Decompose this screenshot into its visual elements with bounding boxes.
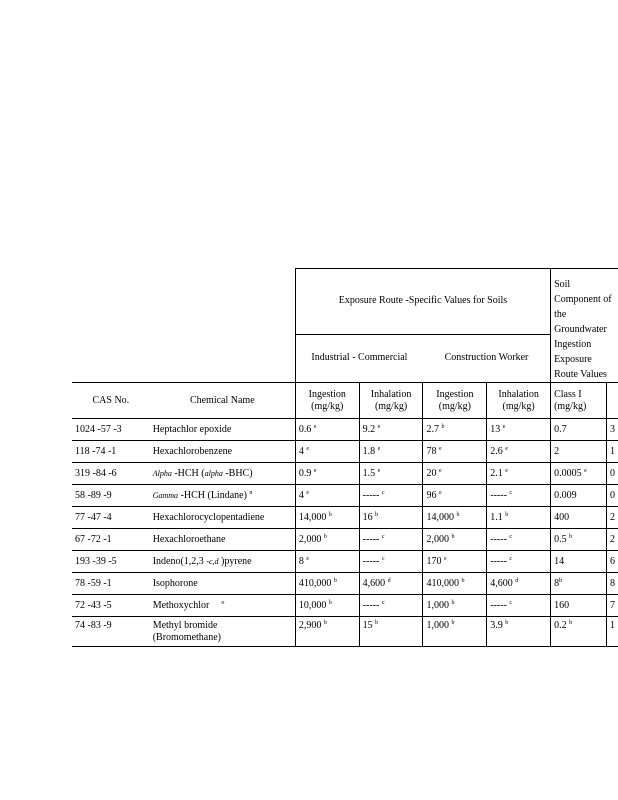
- table-row: [72, 419, 618, 441]
- cell-value: 1,000: [426, 620, 449, 631]
- footnote-mark: c: [509, 489, 513, 496]
- cell-value: 9.2: [362, 423, 376, 435]
- cell-value: 4,600: [362, 577, 386, 589]
- footnote-mark: e: [438, 445, 442, 452]
- industrial-commercial-header: Industrial - Commercial: [295, 334, 423, 382]
- cell-value: 1.5: [362, 467, 376, 479]
- inhalation-cw-header: Inhalation (mg/kg): [487, 383, 551, 419]
- cell-value: 10,000: [298, 599, 327, 611]
- footnote-mark: b: [461, 577, 465, 584]
- cell-value: 96: [426, 489, 437, 501]
- cas-number: 118 -74 -1: [72, 441, 150, 463]
- table-row: [72, 441, 618, 463]
- footnote-mark: c: [509, 533, 513, 540]
- cell-value: 170: [426, 555, 442, 567]
- footnote-mark: e: [584, 467, 587, 474]
- ingestion-ic-header: Ingestion (mg/kg): [295, 383, 359, 419]
- footnote-mark: b: [569, 620, 573, 626]
- cell-value: -----: [362, 599, 380, 611]
- cas-number: 72 -43 -5: [72, 595, 150, 617]
- ingestion-cw-header: Ingestion (mg/kg): [423, 383, 487, 419]
- footnote-mark: c: [509, 555, 513, 562]
- cell-value: 4: [298, 445, 304, 457]
- class-ii-header-cut: [606, 383, 618, 419]
- footnote-mark: e: [377, 423, 381, 430]
- footnote-mark: d: [515, 577, 519, 584]
- footnote-mark: c: [381, 533, 385, 540]
- cell-value-cut: 1: [609, 445, 615, 457]
- footnote-mark: b: [451, 620, 455, 626]
- footnote-mark: c: [381, 555, 385, 562]
- cell-value: 1.1: [490, 511, 503, 523]
- cell-value: 0.6: [298, 423, 312, 435]
- header-blank-2: [72, 334, 295, 382]
- cas-number: 319 -84 -6: [72, 463, 150, 485]
- table-row: [72, 595, 618, 617]
- table-row: [72, 573, 618, 595]
- footnote-mark: b: [328, 511, 332, 518]
- cas-number: 74 -83 -9: [72, 617, 150, 647]
- cell-value: 0.2: [554, 620, 567, 631]
- cell-value: -----: [362, 489, 380, 501]
- cas-number: 58 -89 -9: [72, 485, 150, 507]
- footnote-mark: c: [381, 599, 385, 606]
- chemical-name: Hexachlorobenzene: [150, 441, 296, 463]
- cell-value: 78: [426, 445, 437, 457]
- header-blank: [72, 269, 295, 335]
- footnote-mark: e: [377, 467, 381, 474]
- footnote-mark: b: [323, 533, 327, 540]
- cell-value-cut: 1: [609, 620, 615, 631]
- chemical-name: Gamma -HCH (Lindane) $^n$: [150, 485, 296, 507]
- footnote-mark: c: [381, 489, 385, 496]
- header-row-3: [72, 383, 618, 419]
- footnote-mark: b: [328, 599, 332, 606]
- cell-value: 4,600: [490, 577, 513, 589]
- footnote-mark: e: [438, 489, 442, 496]
- cell-value: 14,000: [298, 511, 327, 523]
- footnote-mark: b: [456, 511, 460, 518]
- cell-value: 8: [298, 555, 304, 567]
- chemical-name: Hexachloroethane: [150, 529, 296, 551]
- chemical-name: Isophorone: [150, 573, 296, 595]
- cell-value: 2,000: [426, 533, 449, 545]
- cas-number: 193 -39 -5: [72, 551, 150, 573]
- footnote-mark: e: [502, 423, 506, 430]
- footnote-mark: b: [559, 577, 563, 584]
- cell-value-cut: 2: [609, 533, 615, 545]
- chemical-name: Indeno(1,2,3 -c,d )pyrene: [150, 551, 296, 573]
- cell-value-cut: 2: [609, 511, 615, 523]
- cell-value: 410,000: [298, 577, 332, 589]
- chemical-name: Methyl bromide (Bromomethane): [150, 617, 296, 647]
- cell-value: 2.1: [490, 467, 503, 479]
- footnote-mark: b: [333, 577, 337, 584]
- cas-number: 78 -59 -1: [72, 573, 150, 595]
- soil-values-table: [72, 268, 618, 647]
- exposure-route-header: Exposure Route -Specific Values for Soils: [295, 269, 550, 335]
- footnote-mark: d: [387, 577, 391, 584]
- cell-value: 4: [298, 489, 304, 501]
- inhalation-ic-header: Inhalation (mg/kg): [359, 383, 423, 419]
- table-row: [72, 463, 618, 485]
- footnote-mark: b: [451, 533, 455, 540]
- cell-value: -----: [362, 533, 380, 545]
- footnote-mark: e: [306, 445, 310, 452]
- cell-value: 14,000: [426, 511, 454, 523]
- cell-value: 2: [554, 445, 560, 457]
- table-row: [72, 507, 618, 529]
- cell-value: 15: [362, 620, 373, 631]
- footnote-mark: b: [441, 423, 445, 430]
- table-row: [72, 485, 618, 507]
- footnote-mark: e: [438, 467, 442, 474]
- cell-value: 1,000: [426, 599, 449, 611]
- cell-value: 14: [554, 555, 565, 567]
- footnote-mark: b: [505, 620, 509, 626]
- cell-value-cut: 6: [609, 555, 615, 567]
- cell-value-cut: 7: [609, 599, 615, 611]
- cell-value: 400: [554, 511, 570, 523]
- cas-header: CAS No.: [72, 383, 150, 419]
- cell-value: -----: [362, 555, 380, 567]
- header-row-2: [72, 334, 618, 382]
- footnote-mark: e: [313, 467, 317, 474]
- table-row: [72, 617, 618, 647]
- cell-value: 2,900: [298, 620, 322, 631]
- cas-number: 67 -72 -1: [72, 529, 150, 551]
- cell-value: 160: [554, 599, 570, 611]
- chemical-name: Methoxychlor $^o$: [150, 595, 296, 617]
- chemical-name-header: Chemical Name: [150, 383, 296, 419]
- cell-value-cut: 8: [609, 577, 615, 589]
- footnote-mark: e: [443, 555, 447, 562]
- cell-value-cut: 0: [609, 489, 615, 501]
- cas-number: 77 -47 -4: [72, 507, 150, 529]
- cell-value: 0.009: [554, 489, 577, 501]
- cell-value-cut: 0: [609, 467, 615, 479]
- footnote-mark: c: [509, 599, 513, 606]
- cell-value: 0.5: [554, 533, 567, 545]
- cell-value: -----: [490, 555, 507, 567]
- cell-value: 8: [554, 577, 560, 589]
- footnote-mark: b: [569, 533, 573, 540]
- footnote-mark: e: [505, 445, 508, 452]
- cell-value: 410,000: [426, 577, 459, 589]
- footnote-mark: b: [323, 620, 327, 626]
- footnote-mark: b: [451, 599, 455, 606]
- cell-value: 2.6: [490, 445, 503, 457]
- construction-worker-header: Construction Worker: [423, 334, 551, 382]
- class-i-header: Class I (mg/kg): [551, 383, 607, 419]
- cell-value: 0.7: [554, 423, 567, 435]
- footnote-mark: e: [306, 555, 310, 562]
- footnote-mark: b: [375, 620, 379, 626]
- cell-value: 3.9: [490, 620, 503, 631]
- table-row: [72, 551, 618, 573]
- cell-value: -----: [490, 489, 507, 501]
- footnote-mark: e: [505, 467, 508, 474]
- chemical-name: Alpha -HCH (alpha -BHC): [150, 463, 296, 485]
- chemical-name: Heptachlor epoxide: [150, 419, 296, 441]
- cell-value: 2.7: [426, 423, 439, 435]
- header-row-1: [72, 269, 618, 335]
- footnote-mark: e: [377, 445, 381, 452]
- cas-number: 1024 -57 -3: [72, 419, 150, 441]
- table-row: [72, 529, 618, 551]
- cell-value: 16: [362, 511, 373, 523]
- cell-value: 0.9: [298, 467, 312, 479]
- cell-value: 20: [426, 467, 437, 479]
- cell-value: 2,000: [298, 533, 322, 545]
- cell-value: -----: [490, 599, 507, 611]
- footnote-mark: e: [313, 423, 317, 430]
- cell-value: -----: [490, 533, 507, 545]
- chemical-name: Hexachlorocyclopentadiene: [150, 507, 296, 529]
- cell-value-cut: 3: [609, 423, 615, 435]
- footnote-mark: b: [505, 511, 509, 518]
- cell-value: 0.0005: [554, 467, 582, 479]
- cell-value: 1.8: [362, 445, 376, 457]
- cell-value: 13: [490, 423, 501, 435]
- footnote-mark: e: [306, 489, 310, 496]
- footnote-mark: b: [375, 511, 379, 518]
- soil-component-header: Soil Component of the Groundwater Ingestion Exposure Route Values: [551, 269, 618, 383]
